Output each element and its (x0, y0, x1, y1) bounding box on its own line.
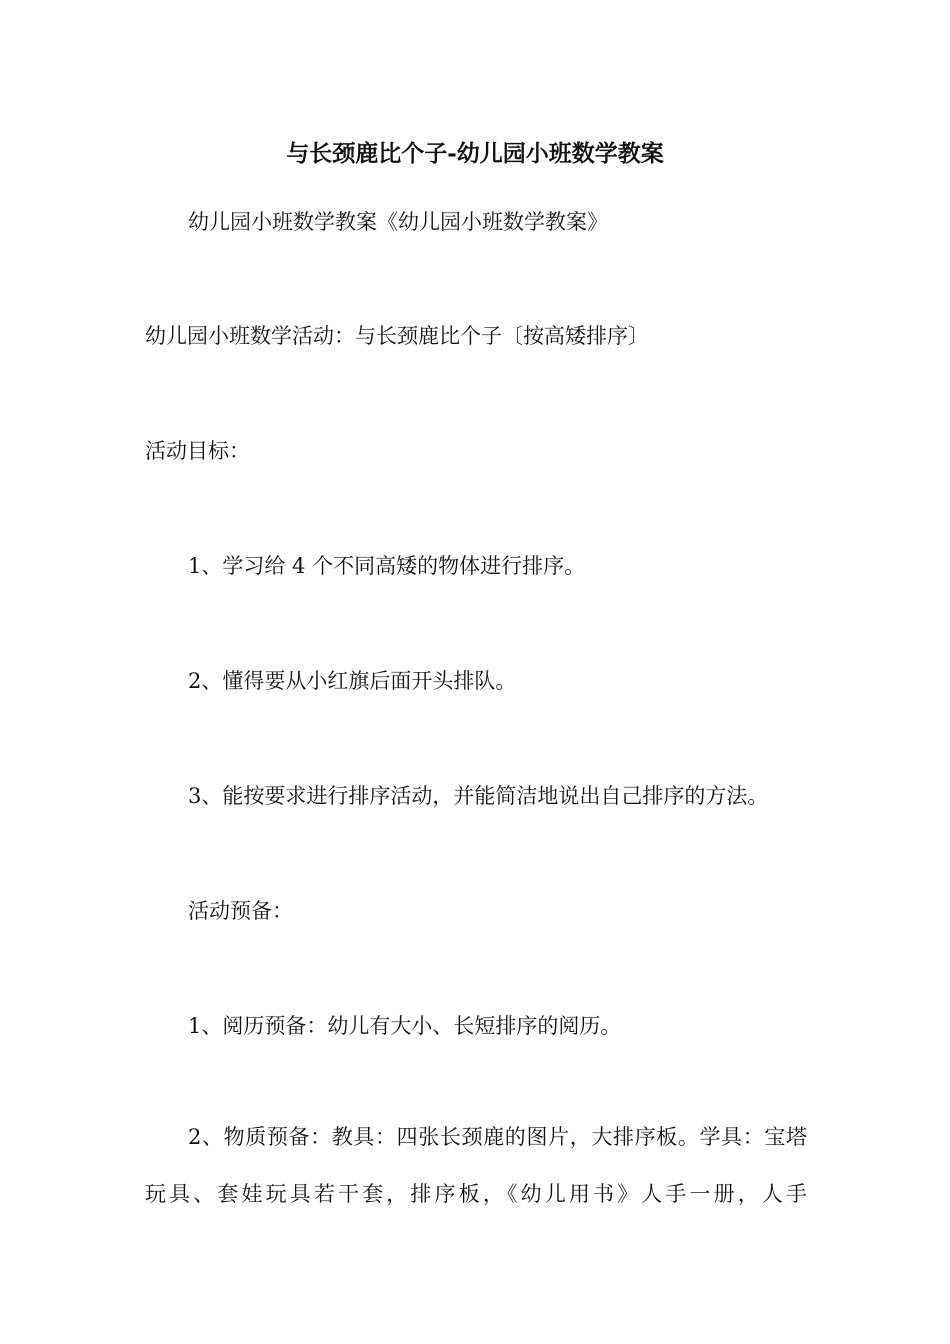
goal-item: 3、能按要求进行排序活动，并能简洁地说出自己排序的方法。 (188, 784, 769, 808)
activity-name: 幼儿园小班数学活动：与长颈鹿比个子〔按高矮排序〕 (145, 324, 649, 348)
document-subtitle: 幼儿园小班数学教案《幼儿园小班数学教案》 (188, 210, 608, 234)
prep-item: 1、阅历预备：幼儿有大小、长短排序的阅历。 (188, 1014, 622, 1038)
prep-heading: 活动预备： (188, 899, 293, 923)
goals-heading: 活动目标： (145, 439, 250, 463)
document-title: 与长颈鹿比个子-幼儿园小班数学教案 (286, 140, 664, 167)
goal-item: 1、学习给 4 个不同高矮的物体进行排序。 (188, 554, 586, 578)
goal-item: 2、懂得要从小红旗后面开头排队。 (188, 669, 517, 693)
prep-item: 2、物质预备：教具：四张长颈鹿的图片，大排序板。学具：宝塔玩具、套娃玩具若干套，排序板，《幼儿用书》人手一册，人手 (145, 1125, 807, 1206)
